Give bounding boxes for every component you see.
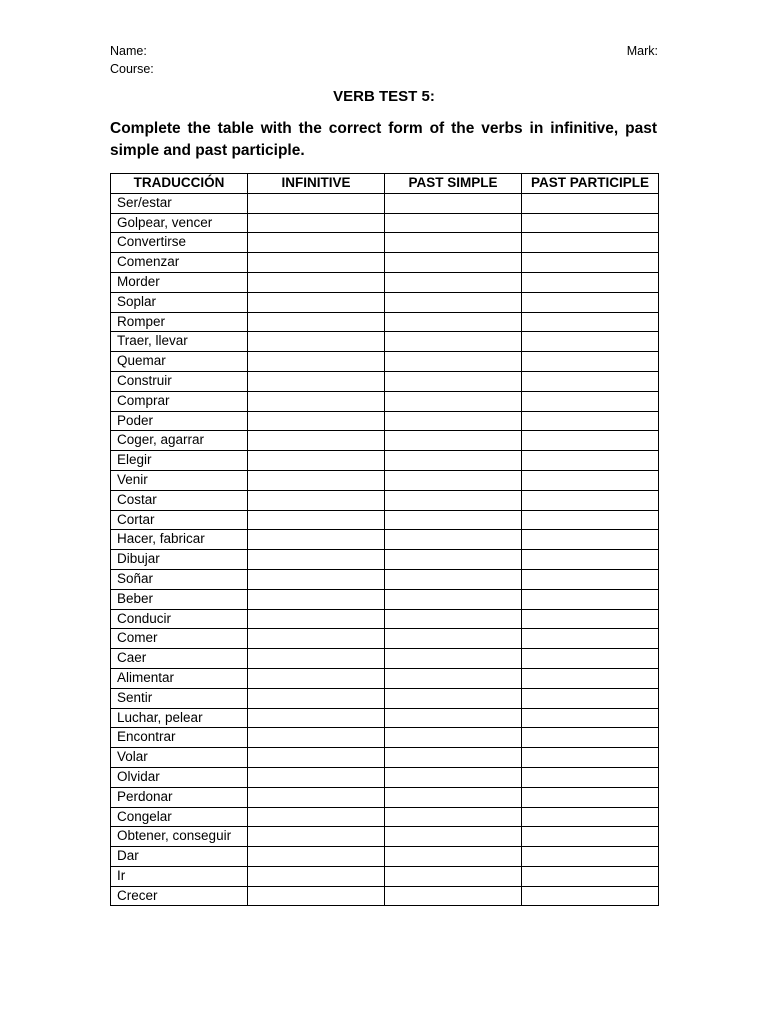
past-simple-answer-cell[interactable] [385,253,522,273]
table-row [111,728,659,748]
infinitive-answer-cell[interactable] [248,688,385,708]
infinitive-answer-cell[interactable] [248,847,385,867]
past-participle-answer-cell[interactable] [522,886,659,906]
table-row [111,371,659,391]
past-simple-answer-cell[interactable] [385,688,522,708]
traduccion-cell: Poder [111,411,248,431]
table-row [111,708,659,728]
infinitive-answer-cell[interactable] [248,332,385,352]
past-simple-answer-cell[interactable] [385,371,522,391]
table-row [111,431,659,451]
past-simple-answer-cell[interactable] [385,708,522,728]
traduccion-cell: Luchar, pelear [111,708,248,728]
past-simple-answer-cell[interactable] [385,352,522,372]
infinitive-answer-cell[interactable] [248,886,385,906]
infinitive-answer-cell[interactable] [248,391,385,411]
infinitive-answer-cell[interactable] [248,589,385,609]
table-row [111,609,659,629]
past-participle-answer-cell[interactable] [522,569,659,589]
table-row [111,668,659,688]
infinitive-answer-cell[interactable] [248,451,385,471]
past-simple-answer-cell[interactable] [385,748,522,768]
verb-table [110,173,659,906]
infinitive-answer-cell[interactable] [248,629,385,649]
page-title: VERB TEST 5: [333,88,435,105]
traduccion-cell: Obtener, conseguir [111,827,248,847]
past-participle-answer-cell[interactable] [522,629,659,649]
past-simple-answer-cell[interactable] [385,569,522,589]
header-past-participle: PAST PARTICIPLE [522,174,659,194]
traduccion-cell: Morder [111,272,248,292]
past-participle-answer-cell[interactable] [522,253,659,273]
past-participle-answer-cell[interactable] [522,708,659,728]
traduccion-cell: Ir [111,866,248,886]
past-simple-answer-cell[interactable] [385,807,522,827]
traduccion-cell: Convertirse [111,233,248,253]
traduccion-cell: Comenzar [111,253,248,273]
table-row [111,233,659,253]
traduccion-cell: Alimentar [111,668,248,688]
traduccion-cell: Quemar [111,352,248,372]
traduccion-cell: Soplar [111,292,248,312]
table-row [111,767,659,787]
past-participle-answer-cell[interactable] [522,292,659,312]
past-participle-answer-cell[interactable] [522,827,659,847]
past-participle-answer-cell[interactable] [522,787,659,807]
infinitive-answer-cell[interactable] [248,253,385,273]
table-row [111,827,659,847]
infinitive-answer-cell[interactable] [248,550,385,570]
traduccion-cell: Hacer, fabricar [111,530,248,550]
infinitive-answer-cell[interactable] [248,272,385,292]
table-row [111,391,659,411]
past-participle-answer-cell[interactable] [522,272,659,292]
past-simple-answer-cell[interactable] [385,213,522,233]
header-infinitive: INFINITIVE [248,174,385,194]
infinitive-answer-cell[interactable] [248,767,385,787]
past-participle-answer-cell[interactable] [522,530,659,550]
table-row [111,312,659,332]
table-row [111,411,659,431]
table-row [111,807,659,827]
table-row [111,847,659,867]
infinitive-answer-cell[interactable] [248,510,385,530]
traduccion-cell: Encontrar [111,728,248,748]
infinitive-answer-cell[interactable] [248,866,385,886]
past-simple-answer-cell[interactable] [385,490,522,510]
infinitive-answer-cell[interactable] [248,411,385,431]
header-past-simple: PAST SIMPLE [385,174,522,194]
table-row [111,589,659,609]
past-simple-answer-cell[interactable] [385,827,522,847]
past-simple-answer-cell[interactable] [385,886,522,906]
table-row [111,649,659,669]
infinitive-answer-cell[interactable] [248,649,385,669]
past-simple-answer-cell[interactable] [385,550,522,570]
past-participle-answer-cell[interactable] [522,332,659,352]
past-participle-answer-cell[interactable] [522,510,659,530]
past-participle-answer-cell[interactable] [522,451,659,471]
traduccion-cell: Dar [111,847,248,867]
past-simple-answer-cell[interactable] [385,391,522,411]
past-participle-answer-cell[interactable] [522,233,659,253]
past-simple-answer-cell[interactable] [385,728,522,748]
course-label: Course: [110,62,154,76]
traduccion-cell: Traer, llevar [111,332,248,352]
infinitive-answer-cell[interactable] [248,787,385,807]
past-participle-answer-cell[interactable] [522,609,659,629]
table-row [111,272,659,292]
past-participle-answer-cell[interactable] [522,193,659,213]
infinitive-answer-cell[interactable] [248,431,385,451]
table-row [111,550,659,570]
infinitive-answer-cell[interactable] [248,569,385,589]
infinitive-answer-cell[interactable] [248,668,385,688]
infinitive-answer-cell[interactable] [248,470,385,490]
past-simple-answer-cell[interactable] [385,609,522,629]
infinitive-answer-cell[interactable] [248,233,385,253]
table-row [111,569,659,589]
traduccion-cell: Coger, agarrar [111,431,248,451]
traduccion-cell: Comprar [111,391,248,411]
past-participle-answer-cell[interactable] [522,688,659,708]
infinitive-answer-cell[interactable] [248,748,385,768]
past-participle-answer-cell[interactable] [522,589,659,609]
table-row [111,748,659,768]
table-row [111,253,659,273]
past-simple-answer-cell[interactable] [385,629,522,649]
traduccion-cell: Conducir [111,609,248,629]
past-participle-answer-cell[interactable] [522,470,659,490]
traduccion-cell: Sentir [111,688,248,708]
infinitive-answer-cell[interactable] [248,371,385,391]
table-row [111,490,659,510]
past-participle-answer-cell[interactable] [522,411,659,431]
table-row [111,787,659,807]
table-row [111,451,659,471]
past-participle-answer-cell[interactable] [522,550,659,570]
past-simple-answer-cell[interactable] [385,233,522,253]
traduccion-cell: Beber [111,589,248,609]
past-participle-answer-cell[interactable] [522,668,659,688]
table-header-row [111,174,659,194]
traduccion-cell: Volar [111,748,248,768]
traduccion-cell: Costar [111,490,248,510]
infinitive-answer-cell[interactable] [248,490,385,510]
past-participle-answer-cell[interactable] [522,391,659,411]
traduccion-cell: Crecer [111,886,248,906]
past-participle-answer-cell[interactable] [522,847,659,867]
past-simple-answer-cell[interactable] [385,866,522,886]
table-row [111,332,659,352]
table-row [111,629,659,649]
past-simple-answer-cell[interactable] [385,451,522,471]
past-simple-answer-cell[interactable] [385,292,522,312]
table-row [111,193,659,213]
traduccion-cell: Elegir [111,451,248,471]
past-simple-answer-cell[interactable] [385,787,522,807]
past-simple-answer-cell[interactable] [385,411,522,431]
table-row [111,352,659,372]
header-traduccion: TRADUCCIÓN [111,174,248,194]
table-row [111,688,659,708]
past-participle-answer-cell[interactable] [522,866,659,886]
table-row [111,510,659,530]
traduccion-cell: Ser/estar [111,193,248,213]
infinitive-answer-cell[interactable] [248,807,385,827]
infinitive-answer-cell[interactable] [248,213,385,233]
traduccion-cell: Congelar [111,807,248,827]
infinitive-answer-cell[interactable] [248,312,385,332]
past-simple-answer-cell[interactable] [385,510,522,530]
traduccion-cell: Dibujar [111,550,248,570]
past-simple-answer-cell[interactable] [385,332,522,352]
past-simple-answer-cell[interactable] [385,589,522,609]
past-participle-answer-cell[interactable] [522,312,659,332]
past-participle-answer-cell[interactable] [522,431,659,451]
traduccion-cell: Soñar [111,569,248,589]
infinitive-answer-cell[interactable] [248,728,385,748]
traduccion-cell: Cortar [111,510,248,530]
past-participle-answer-cell[interactable] [522,213,659,233]
infinitive-answer-cell[interactable] [248,530,385,550]
infinitive-answer-cell[interactable] [248,193,385,213]
past-participle-answer-cell[interactable] [522,767,659,787]
traduccion-cell: Caer [111,649,248,669]
past-simple-answer-cell[interactable] [385,193,522,213]
past-participle-answer-cell[interactable] [522,371,659,391]
name-label: Name: [110,44,147,58]
table-row [111,886,659,906]
past-simple-answer-cell[interactable] [385,767,522,787]
infinitive-answer-cell[interactable] [248,827,385,847]
traduccion-cell: Perdonar [111,787,248,807]
instructions: Complete the table with the correct form of the verbs in infinitive, past simple and past participle. [110,120,657,159]
infinitive-answer-cell[interactable] [248,352,385,372]
mark-label: Mark: [626,44,658,58]
infinitive-answer-cell[interactable] [248,708,385,728]
past-participle-answer-cell[interactable] [522,490,659,510]
table-row [111,866,659,886]
traduccion-cell: Comer [111,629,248,649]
traduccion-cell: Venir [111,470,248,490]
traduccion-cell: Construir [111,371,248,391]
traduccion-cell: Romper [111,312,248,332]
past-simple-answer-cell[interactable] [385,431,522,451]
traduccion-cell: Olvidar [111,767,248,787]
past-simple-answer-cell[interactable] [385,272,522,292]
table-row [111,530,659,550]
past-simple-answer-cell[interactable] [385,668,522,688]
infinitive-answer-cell[interactable] [248,292,385,312]
table-row [111,292,659,312]
past-simple-answer-cell[interactable] [385,470,522,490]
past-participle-answer-cell[interactable] [522,728,659,748]
past-participle-answer-cell[interactable] [522,352,659,372]
past-participle-answer-cell[interactable] [522,649,659,669]
infinitive-answer-cell[interactable] [248,609,385,629]
past-simple-answer-cell[interactable] [385,847,522,867]
past-participle-answer-cell[interactable] [522,748,659,768]
table-row [111,213,659,233]
table-row [111,470,659,490]
past-simple-answer-cell[interactable] [385,649,522,669]
past-simple-answer-cell[interactable] [385,530,522,550]
past-participle-answer-cell[interactable] [522,807,659,827]
past-simple-answer-cell[interactable] [385,312,522,332]
traduccion-cell: Golpear, vencer [111,213,248,233]
